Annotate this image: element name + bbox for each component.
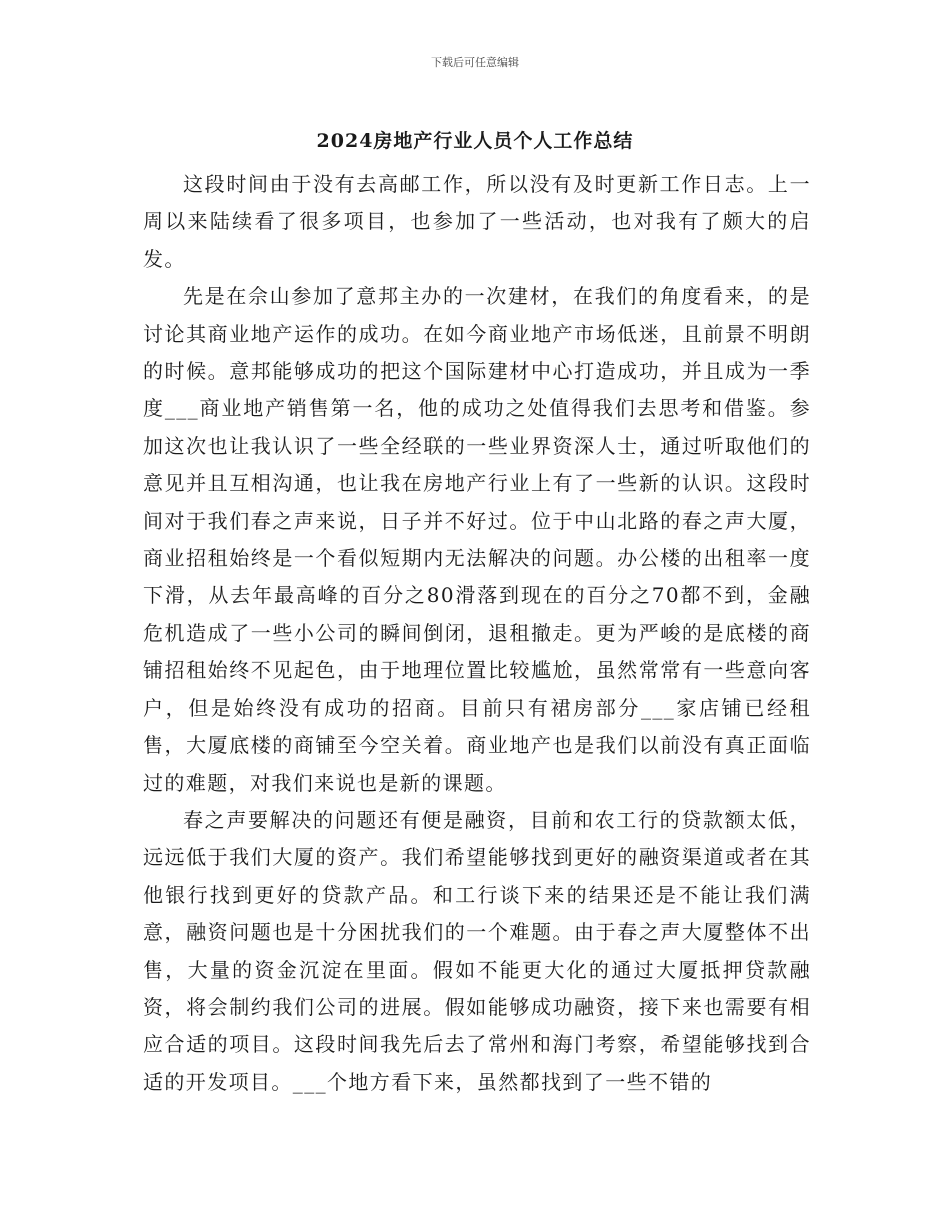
- page-header: 下载后可任意编辑: [431, 56, 519, 69]
- paragraph-3: 春之声要解决的问题还有便是融资，目前和农工行的贷款额太低，远远低于我们大厦的资产。我们希望能够找到更好的融资渠道或者在其他银行找到更好的贷款产品。和工行谈下来的结果还是不能让我们满意，融资问题也是十分困扰我们的一个难题。由于春之声大厦整体不出售，大量的资金沉淀在里面。假如不能更大化的通过大厦抵押贷款融资，将会制约我们公司的进展。假如能够成功融资，接下来也需要有相应合适的项目。这段时间我先后去了常州和海门考察，希望能够找到合适的开发项目。___个地方看下来，虽然都找到了一些不错的: [143, 807, 811, 1094]
- paragraph-1: 这段时间由于没有去高邮工作，所以没有及时更新工作日志。上一周以来陆续看了很多项目，也参加了一些活动，也对我有了颇大的启发。: [143, 172, 811, 271]
- document-body: [143, 166, 811, 1101]
- document-title: 2024房地产行业人员个人工作总结: [316, 130, 634, 152]
- paragraph-2: 先是在佘山参加了意邦主办的一次建材，在我们的角度看来，的是讨论其商业地产运作的成功。在如今商业地产市场低迷，且前景不明朗的时候。意邦能够成功的把这个国际建材中心打造成功，并且成为一季度___商业地产销售第一名，他的成功之处值得我们去思考和借鉴。参加这次也让我认识了一些全经联的一些业界资深人士，通过听取他们的意见并且互相沟通，也让我在房地产行业上有了一些新的认识。这段时间对于我们春之声来说，日子并不好过。位于中山北路的春之声大厦，商业招租始终是一个看似短期内无法解决的问题。办公楼的出租率一度下滑，从去年最高峰的百分之80滑落到现在的百分之70都不到，金融危机造成了一些小公司的瞬间倒闭，退租撤走。更为严峻的是底楼的商铺招租始终不见起色，由于地理位置比较尴尬，虽然常常有一些意向客户，但是始终没有成功的招商。目前只有裙房部分___家店铺已经租售，大厦底楼的商铺至今空关着。商业地产也是我们以前没有真正面临过的难题，对我们来说也是新的课题。: [143, 284, 811, 795]
